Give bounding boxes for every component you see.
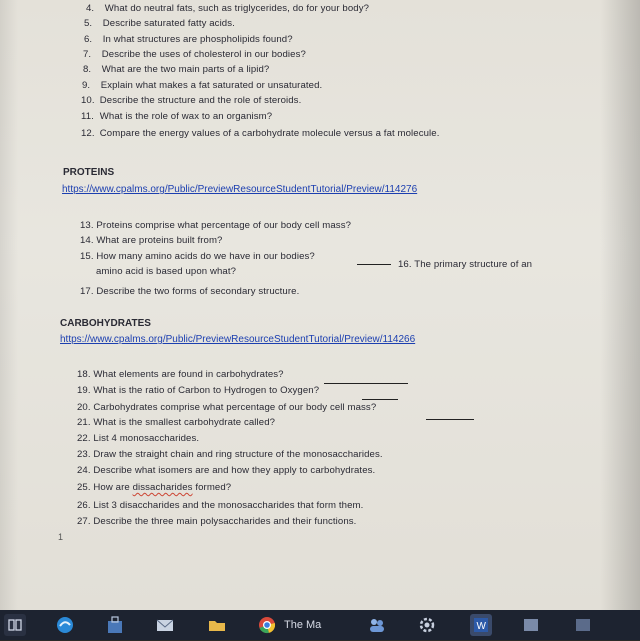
question-22: 22. List 4 monosaccharides. — [77, 433, 200, 444]
proteins-heading: PROTEINS — [63, 167, 115, 178]
svg-text:W: W — [476, 621, 486, 632]
question-14: 14. What are proteins built from? — [80, 235, 223, 246]
carbohydrates-heading: CARBOHYDRATES — [60, 318, 151, 329]
folder-icon[interactable] — [206, 614, 228, 636]
answer-blank-20[interactable] — [426, 419, 474, 420]
question-26: 26. List 3 disaccharides and the monosaccharides that form them. — [77, 500, 364, 511]
carbohydrates-link[interactable]: https://www.cpalms.org/Public/PreviewResourceStudentTutorial/Preview/114266 — [60, 334, 416, 345]
question-13: 13. Proteins comprise what percentage of our body cell mass? — [80, 220, 352, 231]
taskbar-app-label[interactable]: The Ma — [284, 619, 322, 631]
question-24: 24. Describe what isomers are and how they apply to carbohydrates. — [77, 465, 376, 476]
misspelled-word: dissacharides — [132, 482, 193, 493]
app-icon-2[interactable] — [572, 614, 594, 636]
question-18: 18. What elements are found in carbohydrates? — [77, 369, 284, 380]
mail-icon[interactable] — [154, 614, 176, 636]
chrome-icon[interactable] — [256, 614, 278, 636]
question-20: 20. Carbohydrates comprise what percentage of our body cell mass? — [77, 402, 377, 413]
question-21: 21. What is the smallest carbohydrate called? — [77, 417, 276, 428]
question-10: 10. Describe the structure and the role of steroids. — [81, 95, 302, 106]
question-16: 16. The primary structure of an — [398, 259, 533, 270]
edge-icon[interactable] — [54, 614, 76, 636]
screen-shadow — [600, 0, 640, 610]
question-9: 9. Explain what makes a fat saturated or unsaturated. — [82, 80, 323, 91]
question-7: 7. Describe the uses of cholesterol in our bodies? — [83, 49, 306, 60]
page-margin — [0, 0, 18, 610]
app-icon[interactable] — [520, 614, 542, 636]
question-23: 23. Draw the straight chain and ring structure of the monosaccharides. — [77, 449, 383, 460]
question-11: 11. What is the role of wax to an organism? — [81, 111, 273, 122]
question-27: 27. Describe the three main polysaccharides and their functions. — [77, 516, 357, 527]
answer-blank-19[interactable] — [362, 399, 398, 400]
task-view-icon[interactable] — [4, 614, 26, 636]
proteins-link[interactable]: https://www.cpalms.org/Public/PreviewResourceStudentTutorial/Preview/114276 — [62, 184, 418, 195]
people-icon[interactable] — [366, 614, 388, 636]
question-15: 15. How many amino acids do we have in our bodies? — [80, 251, 315, 262]
question-16-continued: amino acid is based upon what? — [96, 266, 237, 277]
store-icon[interactable] — [104, 614, 126, 636]
settings-icon[interactable] — [416, 614, 438, 636]
answer-blank-18[interactable] — [324, 383, 408, 384]
question-25: 25. How are dissacharides formed? — [77, 482, 232, 493]
question-12: 12. Compare the energy values of a carbohydrate molecule versus a fat molecule. — [81, 128, 440, 139]
question-6: 6. In what structures are phospholipids found? — [84, 34, 293, 45]
page-marker: 1 — [58, 532, 64, 542]
question-5: 5. Describe saturated fatty acids. — [84, 18, 235, 29]
question-8: 8. What are the two main parts of a lipid? — [83, 64, 270, 75]
question-19: 19. What is the ratio of Carbon to Hydrogen to Oxygen? — [77, 385, 320, 396]
question-4: 4. What do neutral fats, such as triglycerides, do for your body? — [86, 3, 370, 14]
word-icon[interactable] — [470, 614, 492, 636]
answer-blank-15[interactable] — [357, 264, 391, 265]
taskbar — [0, 610, 640, 640]
question-17: 17. Describe the two forms of secondary structure. — [80, 286, 300, 297]
